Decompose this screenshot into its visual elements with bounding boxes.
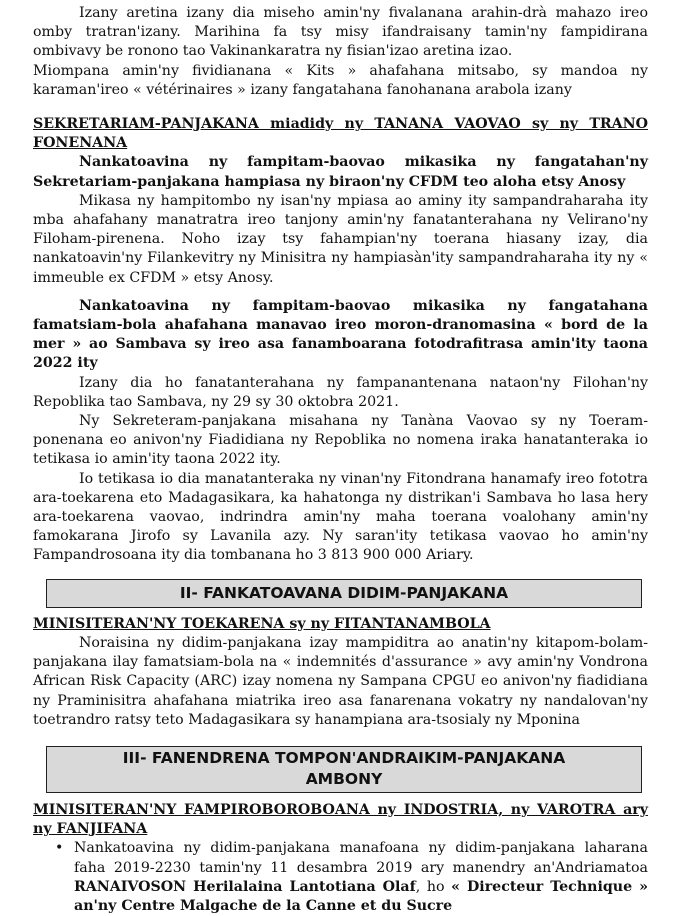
paragraph-cfdm: Mikasa ny hampitombo ny isan'ny mpiasa ao aminy ity sampandraharaha ity mba ahafahany manatratra ireo tanjony amin'ny fanatanterahana ny Velirano'ny Filoham-pirenena. Noho izay tsy fahampian'ny toerana hiasany izay, dia nankatoavin'ny Filankevitry ny Minisitra ny hampiasàn'ity sampandraharaha ity ny « immeuble ex CFDM » etsy Anosy. xyxy=(33,192,648,286)
spacer xyxy=(33,793,648,801)
intro-paragraph-2: Miompana amin'ny fividianana « Kits » ahafahana mitsabo, sy mandoa ny karaman'ireo « vétérinaires » izany fangatahana fanohanana arabola izany xyxy=(33,62,648,98)
appointment-list xyxy=(33,839,648,916)
appointee-name: RANAIVOSON Herilalaina Lantotiana Olaf xyxy=(74,878,416,895)
paragraph-sambava-1: Izany dia ho fanatanterahana ny fampanantenana nataon'ny Filohan'ny Repoblika tao Sambava, ny 29 sy 30 oktobra 2021. xyxy=(33,374,648,410)
ministry-heading-urban: SEKRETARIAM-PANJAKANA miadidy ny TANANA VAOVAO sy ny TRANO FONENANA xyxy=(33,116,648,152)
spacer xyxy=(33,730,648,746)
section-title-appointments xyxy=(46,746,642,793)
spacer xyxy=(33,566,648,579)
paragraph-sambava-3: Io tetikasa io dia manatanteraka ny vinan'ny Fitondrana hanamafy ireo fototra ara-toekarena eto Madagasikara, ka hahatonga ny distrikan'i Sambava ho lasa hery ara-toekarena vaovao, indrindra amin'ny maha toerana voalohany amin'ny famokarana Jirofo sy Lavanila azy. Ny saran'ity tetikasa vaovao ho amin'ny Fampandrosoana ity dia tombanana ho 3 813 900 000 Ariary. xyxy=(33,470,648,564)
spacer xyxy=(33,100,648,115)
decision-title-cfdm: Nankatoavina ny fampitam-baovao mikasika ny fangatahan'ny Sekretariam-panjakana hampiasa ny biraon'ny CFDM teo aloha etsy Anosy xyxy=(33,154,648,190)
decision-title-sambava: Nankatoavina ny fampitam-baovao mikasika ny fangatahana famatsiam-bola ahafahana manavao ireo moron-dranomasina « bord de la mer » ao Sambava sy ireo asa fanamboarana fotodrafitrasa amin'ity taona 2022 ity xyxy=(33,297,648,372)
paragraph-sambava-2: Ny Sekreteram-panjakana misahana ny Tanàna Vaovao sy ny Toeram-ponenana eo anivon'ny Fiadidiana ny Repoblika no nomena iraka hanatanteraka io tetikasa io amin'ity taona 2022 ity. xyxy=(33,413,648,468)
ministry-heading-industry: MINISITERAN'NY FAMPIROBOROBOANA ny INDOSTRIA, ny VAROTRA ary ny FANJIFANA xyxy=(33,801,648,838)
appointment-item xyxy=(33,839,648,916)
section-title-line-1: III- FANENDRENA TOMPON'ANDRAIKIM-PANJAKANA xyxy=(122,748,566,767)
appointment-text: Nankatoavina ny didim-panjakana manafoana ny didim-panjakana laharana faha 2019-2230 tamin'ny 11 desambra 2019 ary manendry an'Andriamatoa xyxy=(74,840,648,876)
paragraph-arc-decree: Noraisina ny didim-panjakana izay mampiditra ao anatin'ny kitapom-bolam-panjakana ilay famatsiam-bola na « indemnités d'assurance » avy amin'ny Vondrona African Risk Capacity (ARC) izay nomena ny Sampana CPGU eo anivon'ny fiadidiana ny Praminisitra ahafahana miatrika ireo asa fanarenana vokatry ny nandalovan'ny toetrandro ratsy teto Madagasikara sy hanampiana ara-tsosialy ny Mponina xyxy=(33,634,648,728)
intro-paragraph-1: Izany aretina izany dia miseho amin'ny fivalanana arahin-drà mahazo ireo omby tratran'izany. Marihina fa tsy misy ifandraisany tamin'ny fampidirana ombivavy be ronono tao Vakinankaratra ny fisian'izao aretina izao. xyxy=(33,5,648,60)
ministry-heading-economy: MINISITERAN'NY TOEKARENA sy ny FITANTANAMBOLA xyxy=(33,615,491,632)
appointment-text-connector: , ho xyxy=(415,878,452,895)
section-title-line-2: AMBONY xyxy=(305,769,383,788)
bullet-icon: • xyxy=(55,840,64,857)
spacer xyxy=(33,288,648,297)
spacer xyxy=(33,608,648,615)
document-page xyxy=(33,4,648,916)
section-title-decrees: II- FANKATOAVANA DIDIM-PANJAKANA xyxy=(46,579,642,608)
appointee-position: « Directeur Technique » an'ny Centre Malgache de la Canne et du Sucre xyxy=(74,878,648,914)
